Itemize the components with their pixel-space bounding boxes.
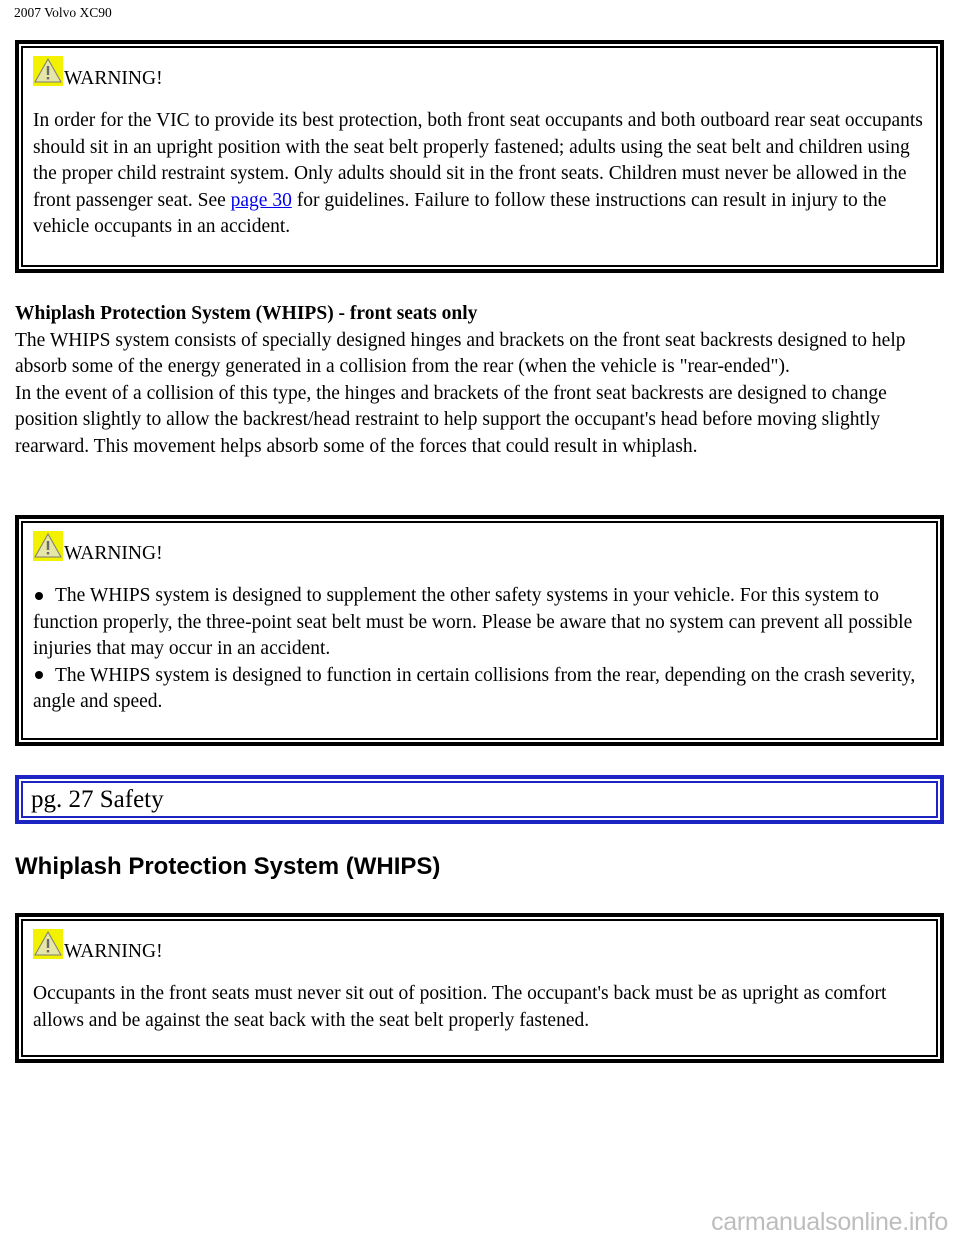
warning-bullets — [33, 583, 926, 716]
page-30-link[interactable]: page 30 — [230, 189, 292, 211]
section-paragraph: The WHIPS system consists of specially designed hinges and brackets on the front seat backrests designed to help absorb some of the energy generated in a collision from the rear (when the vehicle is "rear-ended"). — [15, 329, 906, 377]
document-header: 2007 Volvo XC90 — [14, 5, 112, 20]
warning-box-vic — [15, 40, 944, 273]
warning-box-whips — [15, 515, 944, 746]
warning-text-part: for guidelines. Failure to follow these instructions can result in injury to the vehicle occupants in an accident. — [33, 189, 887, 237]
section-title: Whiplash Protection System (WHIPS) - front seats only — [15, 303, 478, 324]
warning-triangle-icon — [33, 929, 63, 959]
bullet-icon — [35, 671, 43, 679]
warning-title: WARNING! — [64, 68, 163, 89]
warning-text — [33, 108, 926, 241]
list-item-text: The WHIPS system is designed to supplement the other safety systems in your vehicle. For this system to function properly, the three-point seat belt must be worn. Please be aware that no system can prevent all possible injuries that may occur in an accident. — [33, 585, 913, 659]
bullet-icon — [35, 592, 43, 600]
warning-triangle-icon — [33, 531, 63, 561]
page-marker: pg. 27 Safety — [21, 781, 938, 818]
warning-text: Occupants in the front seats must never sit out of position. The occupant's back must be as upright as comfort allows and be against the seat back with the seat belt properly fastened. — [33, 983, 887, 1031]
warning-box-seating — [15, 913, 944, 1063]
whips-section — [15, 301, 945, 460]
warning-title: WARNING! — [64, 941, 163, 962]
warning-triangle-icon — [33, 56, 63, 86]
warning-text-part: In order for the VIC to provide its best protection, both front seat occupants and both outboard rear seat occupants should sit in an upright position with the seat belt properly fastened; adults using the seat belt and children using the proper child restraint system. Only adults should sit in the front seats. Children must never be allowed in the front passenger seat. See — [33, 110, 923, 211]
watermark: carmanualsonline.info — [711, 1208, 948, 1236]
page-marker-box — [15, 775, 944, 824]
section-paragraph: In the event of a collision of this type, the hinges and brackets of the front seat backrests are designed to change position slightly to allow the backrest/head restraint to help support the occupant's head before moving slightly rearward. This movement helps absorb some of the forces that could result in whiplash. — [15, 382, 887, 457]
warning-title: WARNING! — [64, 543, 163, 564]
list-item — [33, 663, 926, 716]
page-heading: Whiplash Protection System (WHIPS) — [15, 853, 441, 880]
list-item — [33, 583, 926, 663]
list-item-text: The WHIPS system is designed to function in certain collisions from the rear, depending on the crash severity, angle and speed. — [33, 664, 916, 712]
